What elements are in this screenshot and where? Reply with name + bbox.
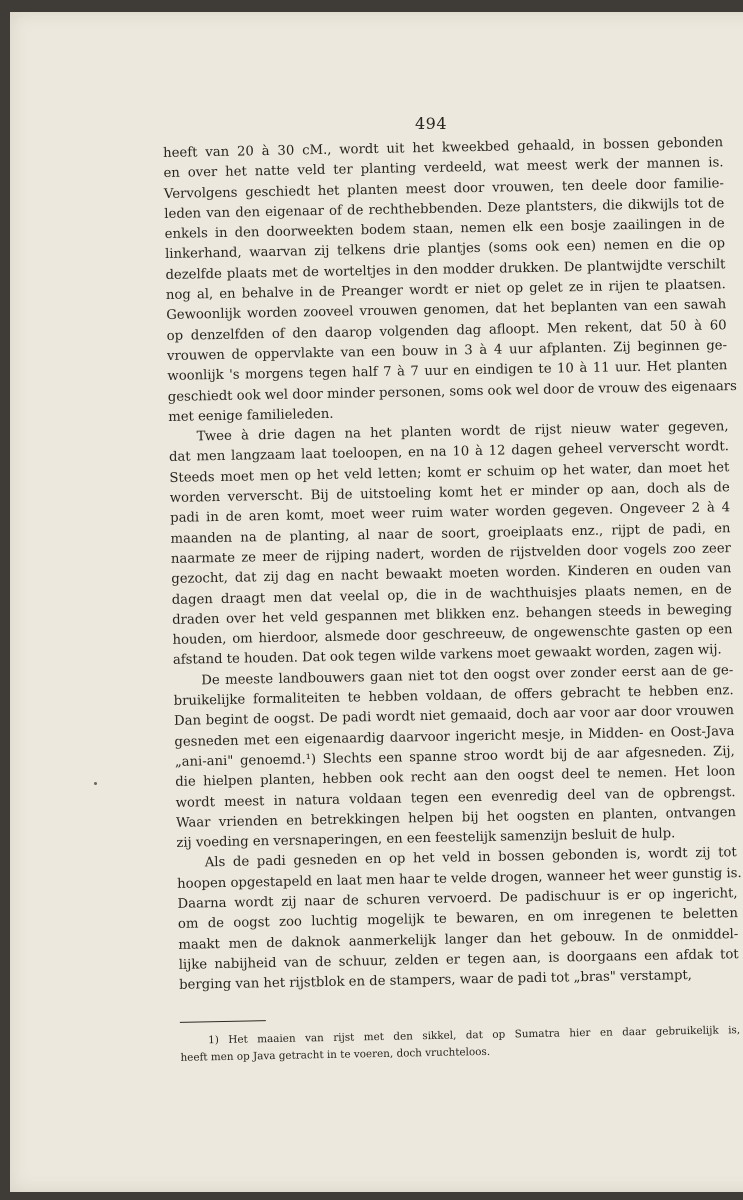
text-line: worden ververscht. Bij de uitstoeling komt het er minder op aan, doch als de xyxy=(169,480,730,506)
text-line: om de oogst zoo luchtig mogelijk te bewaren, en om inregenen te beletten xyxy=(177,906,739,933)
text-line: Vervolgens geschiedt het planten meest door vrouwen, ten deele door familie- xyxy=(163,175,725,202)
text-line: afstand te houden. Dat ook tegen wilde varkens moet gewaakt worden, zagen wij. xyxy=(172,642,722,669)
text-line: bruikelijke formaliteiten te hebben voldaan, de offers gebracht te hebben enz. xyxy=(173,683,734,709)
text-line: naarmate ze meer de rijping nadert, worden de rijstvelden door vogels zoo zeer xyxy=(170,541,732,567)
text-line: linkerhand, waarvan zij telkens drie plantjes (soms ook een) nemen en die op xyxy=(164,236,726,263)
text-line: vrouwen de oppervlakte van een bouw in 3 à 4 uur afplanten. Zij beginnen ge- xyxy=(166,338,728,364)
text-line: draden over het veld gespannen met blikken enz. behangen steeds in beweging xyxy=(172,601,733,628)
text-line: Steeds moet men op het veld letten; komt er schuim op het water, dan moet het xyxy=(169,459,730,486)
text-line: „ani-ani" genoemd.¹) Slechts een spanne stroo wordt bij de aar afgesneden. Zij, xyxy=(174,744,735,770)
text-line: De meeste landbouwers gaan niet tot den oogst over zonder eerst aan de ge- xyxy=(201,662,734,689)
text-line: en over het natte veld ter planting verdeeld, wat meest werk der mannen is. xyxy=(163,155,724,182)
text-line: hoopen opgestapeld en laat men haar te velde drogen, wanneer het weer gunstig is. xyxy=(177,865,742,892)
text-line: houden, om hierdoor, alsmede door geschreeuw, de ongewenschte gasten op een xyxy=(172,622,733,649)
text-line: Gewoonlijk worden zooveel vrouwen genomen, dat het beplanten van een sawah xyxy=(166,297,727,324)
page-number: 494 xyxy=(415,114,448,133)
paragraph xyxy=(168,417,733,671)
text-line: gezocht, dat zij dag en nacht bewaakt moeten worden. Kinderen en ouden van xyxy=(171,561,732,588)
body-text xyxy=(163,133,741,1067)
text-line: Dan begint de oogst. De padi wordt niet gemaaid, doch aar voor aar door vrouwen xyxy=(173,703,735,730)
text-line: gesneden met een eigenaardig daarvoor ingericht mesje, in Midden- en Oost-Java xyxy=(174,723,735,750)
text-line: die hielpen planten, hebben ook recht aan den oogst deel te nemen. Het loon xyxy=(175,764,736,791)
paper-speck xyxy=(94,782,97,785)
text-line: zij voeding en versnaperingen, en een feestelijk samenzijn besluit de hulp. xyxy=(176,826,676,851)
text-line: op denzelfden of den daarop volgenden dag afloopt. Men rekent, dat 50 à 60 xyxy=(166,317,727,344)
text-line: Twee à drie dagen na het planten wordt de rijst nieuw water gegeven, xyxy=(196,419,729,445)
footnote-separator xyxy=(180,1021,266,1024)
text-line: wordt meest in natura voldaan tegen een evenredig deel van de opbrengst. xyxy=(175,784,736,811)
text-line: leden van den eigenaar of de rechthebbenden. Deze plantsters, die dikwijls tot de xyxy=(164,196,725,222)
text-line: dezelfde plaats met de worteltjes in den modder drukken. De plantwijdte verschilt xyxy=(165,257,726,283)
text-line: met eenige familieleden. xyxy=(168,406,334,425)
text-line: dagen draagt men dat veelal op, die in de wachthuisjes plaats nemen, en de xyxy=(171,581,732,608)
text-line: nog al, en behalve in de Preanger wordt er niet op gelet ze in rijen te plaatsen. xyxy=(165,277,726,304)
text-line: Daarna wordt zij naar de schuren vervoerd. De padischuur is er op ingericht, xyxy=(177,886,738,912)
text-line: dat men langzaam laat toeloopen, en na 10 à 12 dagen geheel ververscht wordt. xyxy=(168,439,730,466)
text-line: Als de padi gesneden en op het veld in bossen gebonden is, wordt zij tot xyxy=(204,845,737,871)
text-line: Waar vrienden en betrekkingen helpen bij het oogsten en planten, ontvangen xyxy=(175,804,737,831)
text-line: geschiedt ook wel door minder personen, soms ook wel door de vrouw des eigenaars xyxy=(167,378,737,405)
paragraph xyxy=(177,844,740,997)
text-line: heeft van 20 à 30 cM., wordt uit het kweekbed gehaald, in bossen gebonden xyxy=(163,135,724,161)
text-line: woonlijk 's morgens tegen half 7 à 7 uur en eindigen te 10 à 11 uur. Het planten xyxy=(167,358,728,385)
text-line: padi in de aren komt, moet weer ruim water worden gegeven. Ongeveer 2 à 4 xyxy=(170,500,731,527)
text-line: heeft men op Java getracht in te voeren, doch vruchteloos. xyxy=(180,1046,491,1065)
paragraph xyxy=(163,133,737,428)
text-line: enkels in den doorweekten bodem staan, nemen elk een bosje zaailingen in de xyxy=(164,216,725,243)
text-line: maanden na de planting, al naar de soort, groeiplaats enz., rijpt de padi, en xyxy=(170,520,731,547)
text-line: maakt men de daknok aanmerkelijk langer dan het gebouw. In de onmiddel- xyxy=(178,926,739,953)
text-line: berging van het rijstblok en de stampers, waar de padi tot „bras" verstampt, xyxy=(179,968,693,994)
paragraph xyxy=(173,661,736,854)
text-line: lijke nabijheid van de schuur, zelden er tegen aan, is doorgaans een afdak tot xyxy=(178,946,739,973)
text-line: 1) Het maaien van rijst met den sikkel, dat op Sumatra hier en daar gebruikelijk is, xyxy=(208,1024,741,1047)
